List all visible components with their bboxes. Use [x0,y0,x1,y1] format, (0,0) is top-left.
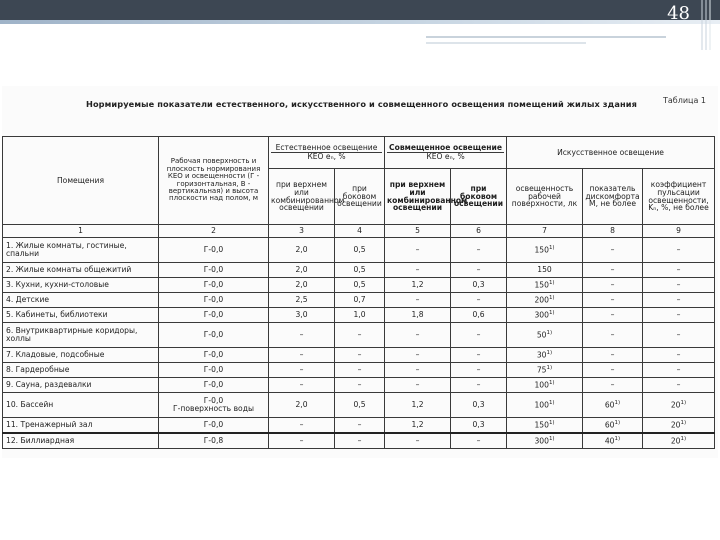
pulsation-coefficient [643,293,715,308]
header-natural-title: Естественное освещение [275,143,378,153]
natural-keo-side-value: 0,7 [353,295,366,305]
pulsation-coefficient-value: – [676,245,681,255]
pulsation-coefficient [643,238,715,263]
header-combined-title: Совмещенное освещение [389,143,502,153]
pulsation-coefficient-value: – [676,295,681,305]
combined-keo-top-value: – [415,295,420,305]
discomfort-index [583,323,643,348]
illuminance [507,418,583,434]
room-name-value: 9. Сауна, раздевалки [6,380,92,390]
pulsation-coefficient [643,378,715,393]
combined-keo-top [385,308,451,323]
table-label: Таблица 1 [662,96,706,105]
room-name-value: 10. Бассейн [6,400,54,410]
work-surface-value: Г-0,0 [203,365,224,375]
table-row [3,393,715,418]
natural-keo-side-value: – [357,420,362,430]
footnote-marker: 1) [680,399,687,406]
room-name [3,378,159,393]
discomfort-index-value: – [610,365,615,375]
slide-header-bar [0,0,720,20]
column-number: 7 [507,225,583,238]
discomfort-index-value: – [610,330,615,340]
natural-keo-side-value: – [357,436,362,446]
illuminance [507,348,583,363]
combined-keo-top [385,418,451,434]
combined-keo-side [451,393,507,418]
illuminance-value: 100 [534,400,549,410]
room-name [3,363,159,378]
natural-keo-top-value: – [299,365,304,375]
discomfort-index [583,238,643,263]
work-surface [159,238,269,263]
pulsation-coefficient-value: – [676,265,681,275]
pulsation-coefficient-value: – [676,330,681,340]
natural-keo-side-value: 0,5 [353,265,366,275]
footnote-marker: 1) [614,419,621,426]
footnote-marker: 1) [680,435,687,442]
pulsation-coefficient-value: – [676,350,681,360]
footnote-marker: 1) [548,419,555,426]
table-row [3,323,715,348]
pulsation-coefficient-value: – [676,280,681,290]
combined-keo-side-value: – [476,295,481,305]
natural-keo-top [269,278,335,293]
pulsation-coefficient-value: 20 [670,420,681,430]
work-surface [159,433,269,449]
header-pulsation: коэффициент пульсации освещенности, Kₙ, %, не более [643,169,715,225]
natural-keo-side [335,308,385,323]
combined-keo-top-value: – [415,436,420,446]
header-natural-top: при верхнем или комбинированном освещении [269,169,335,225]
illuminance-value: 100 [534,380,549,390]
natural-keo-side-value: – [357,365,362,375]
discomfort-index [583,418,643,434]
pulsation-coefficient [643,418,715,434]
work-surface-value: Г-0,0 [203,350,224,360]
room-name [3,418,159,434]
combined-keo-side-value: 0,3 [472,420,485,430]
combined-keo-top [385,238,451,263]
header-natural-keo: КЕО еₙ, % [271,152,382,161]
room-name [3,323,159,348]
room-name-value: 4. Детские [6,295,50,305]
room-name-value: 6. Внутриквартирные коридоры, холлы [6,326,138,343]
work-surface-value: Г-0,0 [203,280,224,290]
footnote-marker: 1) [548,435,555,442]
combined-keo-side-value: – [476,365,481,375]
illuminance-value: 300 [534,310,549,320]
combined-keo-side-value: – [476,245,481,255]
illuminance [507,433,583,449]
header-room: Помещения [3,137,159,225]
work-surface [159,363,269,378]
discomfort-index-value: – [610,350,615,360]
combined-keo-side-value: – [476,380,481,390]
combined-keo-top [385,278,451,293]
natural-keo-side [335,363,385,378]
natural-keo-top-value: – [299,350,304,360]
work-surface [159,393,269,418]
illuminance [507,378,583,393]
room-name [3,348,159,363]
natural-keo-top [269,348,335,363]
header-combined-top: при верхнем или комбинированном освещении [385,169,451,225]
natural-keo-side [335,238,385,263]
illuminance-value: 50 [536,330,547,340]
discomfort-index [583,363,643,378]
pulsation-coefficient [643,393,715,418]
header-natural-side: при боковом освещении [335,169,385,225]
work-surface [159,278,269,293]
footnote-marker: 1) [548,379,555,386]
footnote-marker: 1) [546,349,553,356]
natural-keo-side [335,378,385,393]
combined-keo-top-value: 1,2 [411,280,424,290]
illuminance [507,278,583,293]
work-surface-value: Г-0,0 [203,245,224,255]
decorative-line [426,36,666,38]
work-surface [159,293,269,308]
combined-keo-side-value: 0,3 [472,400,485,410]
table-row [3,418,715,434]
header-combined [385,137,507,169]
scanned-document [2,86,718,458]
combined-keo-top [385,433,451,449]
column-number: 2 [159,225,269,238]
work-surface-value: Г-0,0 [203,265,224,275]
room-name [3,393,159,418]
illuminance [507,363,583,378]
column-number: 9 [643,225,715,238]
discomfort-index-value: 60 [604,420,615,430]
column-number: 4 [335,225,385,238]
room-name-value: 2. Жилые комнаты общежитий [6,265,132,275]
natural-keo-top-value: 3,0 [295,310,308,320]
column-number: 5 [385,225,451,238]
table-row [3,363,715,378]
discomfort-index-value: 40 [604,436,615,446]
discomfort-index [583,308,643,323]
room-name [3,433,159,449]
natural-keo-top [269,433,335,449]
work-surface [159,308,269,323]
combined-keo-side-value: 0,3 [472,280,485,290]
pulsation-coefficient-value: 20 [670,436,681,446]
combined-keo-top [385,263,451,278]
natural-keo-side [335,418,385,434]
discomfort-index [583,348,643,363]
combined-keo-side [451,323,507,348]
combined-keo-side-value: – [476,350,481,360]
room-name [3,278,159,293]
illuminance [507,323,583,348]
combined-keo-side [451,278,507,293]
work-surface [159,263,269,278]
natural-keo-side-value: – [357,380,362,390]
header-natural [269,137,385,169]
room-name-value: 1. Жилые комнаты, гостиные, спальни [6,241,127,258]
natural-keo-side-value: 0,5 [353,400,366,410]
natural-keo-top-value: 2,0 [295,400,308,410]
natural-keo-top-value: – [299,436,304,446]
natural-keo-top [269,263,335,278]
table-row [3,293,715,308]
combined-keo-top-value: – [415,265,420,275]
natural-keo-side-value: – [357,330,362,340]
column-number-row [3,225,715,238]
natural-keo-side-value: 0,5 [353,245,366,255]
combined-keo-side-value: – [476,330,481,340]
natural-keo-top [269,378,335,393]
illuminance [507,393,583,418]
natural-keo-top-value: 2,0 [295,265,308,275]
lighting-norms-table [2,136,715,449]
discomfort-index-value: – [610,280,615,290]
work-surface-value: Г-0,8 [203,436,224,446]
natural-keo-side [335,263,385,278]
natural-keo-top [269,308,335,323]
pulsation-coefficient [643,278,715,293]
illuminance [507,263,583,278]
room-name-value: 11. Тренажерный зал [6,420,93,430]
footnote-marker: 1) [548,399,555,406]
natural-keo-side [335,293,385,308]
combined-keo-top [385,393,451,418]
slide-header-stripe [0,20,720,24]
natural-keo-top-value: – [299,420,304,430]
natural-keo-top-value: 2,0 [295,245,308,255]
footnote-marker: 1) [548,309,555,316]
work-surface-value: Г-0,0 Г-поверхность воды [173,396,254,413]
combined-keo-side [451,263,507,278]
combined-keo-side [451,238,507,263]
room-name [3,308,159,323]
table-row [3,263,715,278]
pulsation-coefficient-value: – [676,310,681,320]
footnote-marker: 1) [614,399,621,406]
pulsation-coefficient-value: – [676,365,681,375]
natural-keo-top [269,393,335,418]
footnote-marker: 1) [548,294,555,301]
combined-keo-side [451,363,507,378]
discomfort-index-value: – [610,265,615,275]
table-row [3,433,715,449]
footnote-marker: 1) [680,419,687,426]
natural-keo-side [335,433,385,449]
natural-keo-side [335,278,385,293]
natural-keo-top [269,323,335,348]
work-surface-value: Г-0,0 [203,310,224,320]
work-surface [159,348,269,363]
combined-keo-top-value: – [415,380,420,390]
table-row [3,378,715,393]
pulsation-coefficient-value: 20 [670,400,681,410]
pulsation-coefficient [643,308,715,323]
natural-keo-side-value: – [357,350,362,360]
illuminance [507,238,583,263]
combined-keo-side [451,308,507,323]
natural-keo-top-value: 2,0 [295,280,308,290]
discomfort-index-value: – [610,310,615,320]
natural-keo-top-value: 2,5 [295,295,308,305]
combined-keo-side-value: – [476,436,481,446]
combined-keo-side [451,293,507,308]
footnote-marker: 1) [614,435,621,442]
header-combined-keo: КЕО еₙ, % [387,152,504,161]
combined-keo-side [451,433,507,449]
room-name [3,238,159,263]
discomfort-index [583,278,643,293]
pulsation-coefficient [643,348,715,363]
natural-keo-side [335,348,385,363]
illuminance-value: 200 [534,295,549,305]
room-name-value: 12. Биллиардная [6,436,75,446]
footnote-marker: 1) [548,279,555,286]
room-name-value: 5. Кабинеты, библиотеки [6,310,108,320]
header-work-surface: Рабочая поверхность и плоскость нормирования КЕО и освещенности (Г - горизонтальная, В - вертикальная) и высота плоскости над полом, м [159,137,269,225]
pulsation-coefficient [643,363,715,378]
natural-keo-top [269,293,335,308]
table-body [3,238,715,449]
discomfort-index [583,393,643,418]
table-row [3,238,715,263]
illuminance-value: 300 [534,436,549,446]
room-name [3,263,159,278]
natural-keo-top-value: – [299,330,304,340]
discomfort-index [583,378,643,393]
combined-keo-top-value: – [415,330,420,340]
header-discomfort: показатель дискомфорта M, не более [583,169,643,225]
natural-keo-side [335,323,385,348]
natural-keo-top [269,418,335,434]
illuminance-value: 150 [537,265,552,275]
discomfort-index-value: 60 [604,400,615,410]
discomfort-index [583,433,643,449]
illuminance-value: 30 [536,350,547,360]
illuminance [507,293,583,308]
footnote-marker: 1) [548,244,555,251]
discomfort-index [583,263,643,278]
header-combined-side: при боковом освещении [451,169,507,225]
illuminance [507,308,583,323]
natural-keo-top-value: – [299,380,304,390]
room-name [3,293,159,308]
column-number: 8 [583,225,643,238]
pulsation-coefficient-value: – [676,380,681,390]
pulsation-coefficient [643,323,715,348]
combined-keo-top [385,348,451,363]
room-name-value: 7. Кладовые, подсобные [6,350,105,360]
discomfort-index-value: – [610,295,615,305]
combined-keo-side [451,378,507,393]
natural-keo-side [335,393,385,418]
illuminance-value: 75 [536,365,547,375]
illuminance-value: 150 [534,420,549,430]
work-surface [159,323,269,348]
combined-keo-top [385,323,451,348]
combined-keo-top-value: 1,8 [411,310,424,320]
column-number: 3 [269,225,335,238]
document-title: Нормируемые показатели естественного, искусственного и совмещенного освещения помещений жилых здания [86,99,637,109]
table-row [3,308,715,323]
combined-keo-top [385,293,451,308]
work-surface-value: Г-0,0 [203,380,224,390]
slide-number: 48 [667,3,690,24]
discomfort-index-value: – [610,380,615,390]
natural-keo-side-value: 1,0 [353,310,366,320]
combined-keo-top-value: – [415,245,420,255]
room-name-value: 3. Кухни, кухни-столовые [6,280,109,290]
work-surface-value: Г-0,0 [203,330,224,340]
combined-keo-top-value: – [415,350,420,360]
footnote-marker: 1) [546,364,553,371]
work-surface-value: Г-0,0 [203,295,224,305]
work-surface [159,378,269,393]
natural-keo-top [269,238,335,263]
header-artificial: Искусственное освещение [507,137,715,169]
pulsation-coefficient [643,263,715,278]
work-surface [159,418,269,434]
footnote-marker: 1) [546,329,553,336]
room-name-value: 8. Гардеробные [6,365,70,375]
discomfort-index [583,293,643,308]
column-number: 1 [3,225,159,238]
combined-keo-side [451,418,507,434]
header-illuminance: освещенность рабочей поверхности, лк [507,169,583,225]
discomfort-index-value: – [610,245,615,255]
natural-keo-top [269,363,335,378]
combined-keo-top-value: 1,2 [411,400,424,410]
column-number: 6 [451,225,507,238]
combined-keo-top [385,363,451,378]
illuminance-value: 150 [534,245,549,255]
combined-keo-top-value: 1,2 [411,420,424,430]
table-row [3,278,715,293]
combined-keo-top-value: – [415,365,420,375]
pulsation-coefficient [643,433,715,449]
decorative-line [426,42,586,44]
table-row [3,348,715,363]
combined-keo-side [451,348,507,363]
illuminance-value: 150 [534,280,549,290]
combined-keo-side-value: – [476,265,481,275]
work-surface-value: Г-0,0 [203,420,224,430]
combined-keo-side-value: 0,6 [472,310,485,320]
natural-keo-side-value: 0,5 [353,280,366,290]
combined-keo-top [385,378,451,393]
